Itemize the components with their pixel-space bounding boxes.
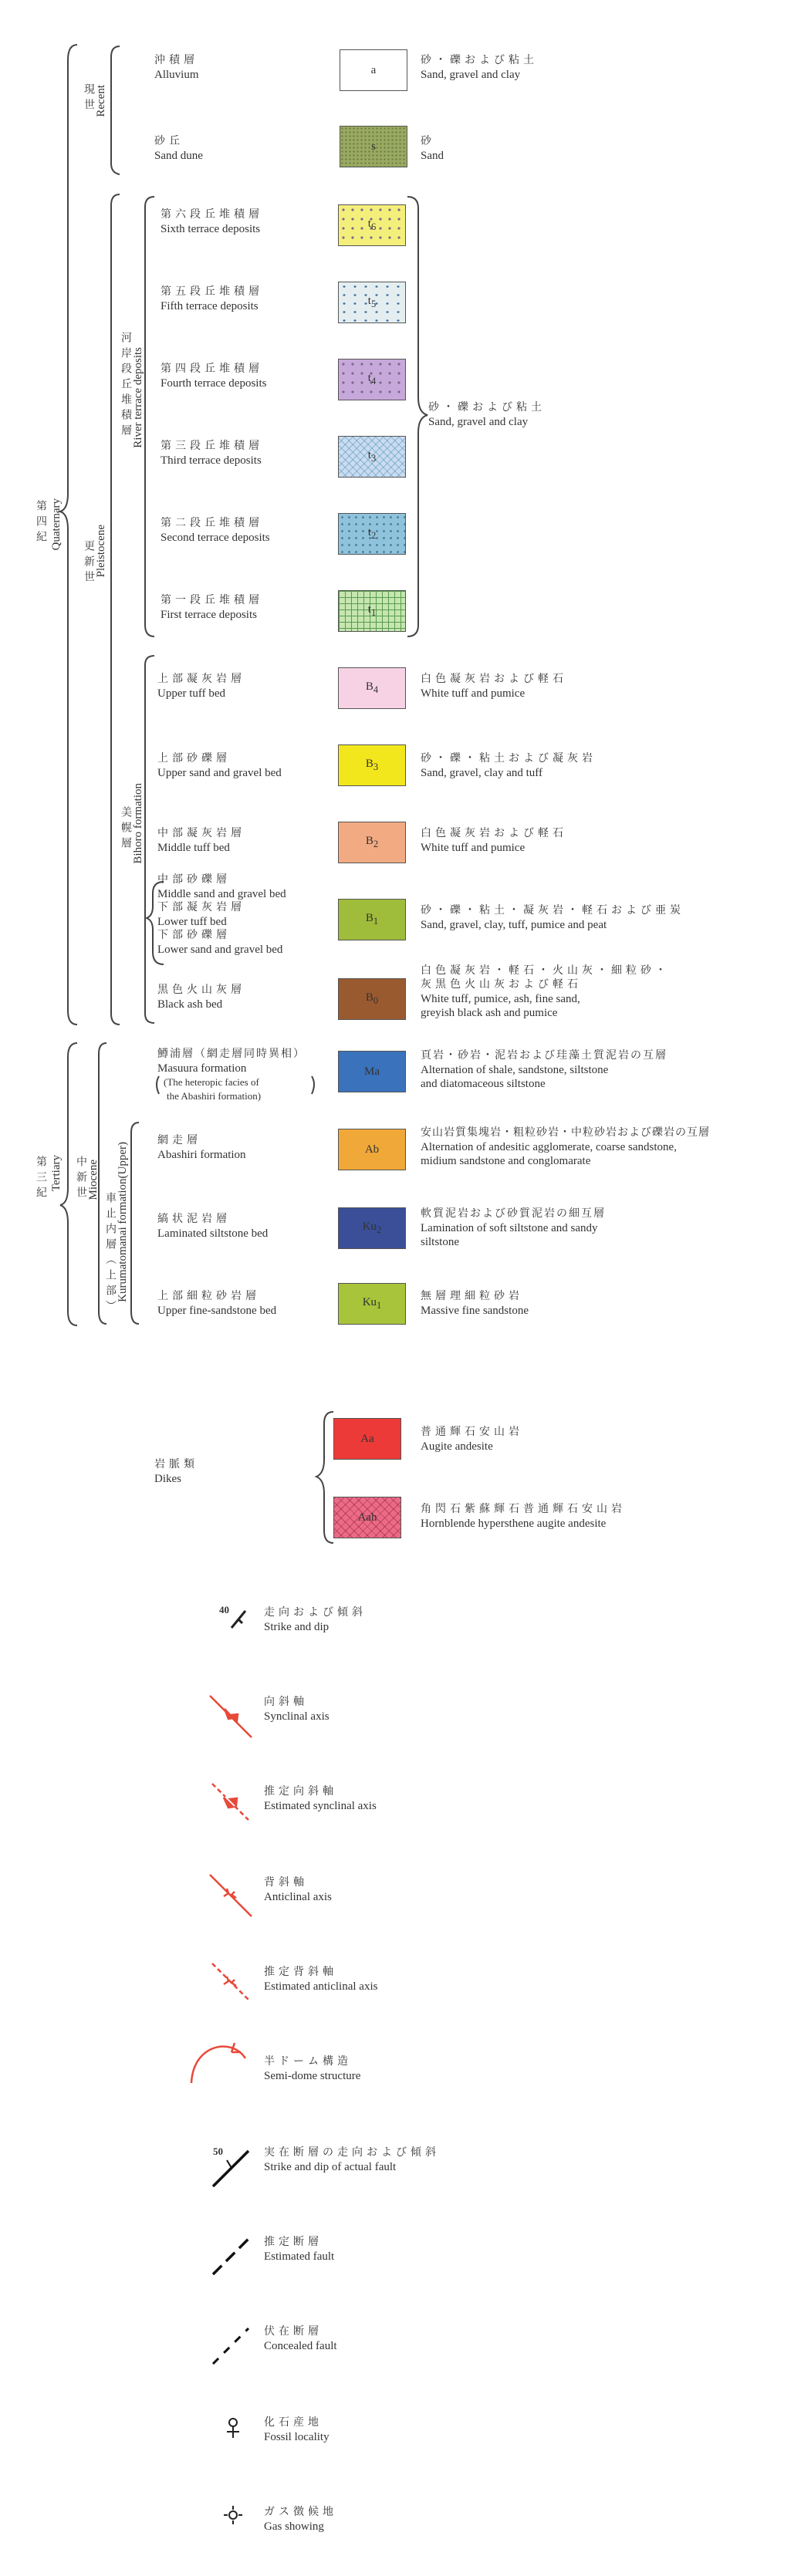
symbol-est-anticline-label: 推定背斜軸 Estimated anticlinal axis [264, 1967, 378, 1993]
unit-alluvium-label: 沖積層 Alluvium [154, 55, 199, 81]
unit-ab-desc: 安山岩質集塊岩・粗粒砂岩・中粒砂岩および礫岩の互層 Alternation of andesitic agglomerate, coarse sandstone, midium sandstone and conglomarate [421, 1127, 710, 1167]
unit-ku2-desc: 軟質泥岩および砂質泥岩の細互層 Lamination of soft siltstone and sandy siltstone [421, 1208, 606, 1248]
unit-ma-label: 鱒浦層（網走層同時異相） Masuura formation (The heteropic facies of the Abashiri formation) [157, 1048, 306, 1102]
bihoro-jp: 美幌層 [120, 806, 131, 852]
unit-ab-label: 網走層 Abashiri formation [157, 1135, 246, 1161]
symbol-gas-label: ガス徴候地 Gas showing [264, 2507, 337, 2533]
unit-t1-swatch: $t_1$ [338, 590, 406, 632]
unit-ku1-desc: 無層理細粒砂岩 Massive fine sandstone [421, 1291, 529, 1317]
unit-ma-swatch: Ma [338, 1051, 406, 1092]
unit-t6-swatch: $t_6$ [338, 204, 406, 246]
unit-b2-swatch: $B_2$ [338, 822, 406, 863]
unit-b1-label: 中部砂礫層 Middle sand and gravel bed 下部凝灰岩層 Lower tuff bed 下部砂礫層 Lower sand and gravel bed [157, 874, 286, 956]
pleistocene-en: Pleistocene [95, 525, 107, 578]
unit-b4-label: 上部凝灰岩層 Upper tuff bed [157, 674, 245, 700]
strike-dip-icon [232, 1611, 245, 1628]
estimated-fault-icon [213, 2239, 248, 2274]
unit-t3-swatch: $t_3$ [338, 436, 406, 478]
pleistocene-jp: 更新世 [83, 540, 94, 586]
unit-b2-label: 中部凝灰岩層 Middle tuff bed [157, 828, 245, 854]
unit-ab-swatch: Ab [338, 1129, 406, 1170]
unit-b1-desc: 砂・礫・粘土・凝灰岩・軽石および亜炭 Sand, gravel, clay, tuff, pumice and peat [421, 905, 684, 931]
river-terrace-en: River terrace deposits [132, 347, 144, 448]
unit-t5-label: 第五段丘堆積層 Fifth terrace deposits [161, 286, 263, 312]
unit-t2-swatch: $t_2$ [338, 513, 406, 555]
miocene-en: Miocene [87, 1160, 100, 1200]
recent-jp: 現世 [83, 83, 94, 114]
unit-sand-dune-desc: 砂 Sand [421, 136, 444, 162]
unit-ku2-swatch: $Ku_2$ [338, 1207, 406, 1249]
tertiary-en: Tertiary [50, 1155, 63, 1192]
strike-dip-number: 40 [219, 1604, 229, 1615]
unit-ku2-label: 縞状泥岩層 Laminated siltstone bed [157, 1214, 269, 1240]
unit-b1-swatch: $B_1$ [338, 899, 406, 940]
symbol-semi-dome-label: 半ドーム構造 Semi-dome structure [264, 2056, 361, 2082]
unit-t2-label: 第二段丘堆積層 Second terrace deposits [161, 518, 270, 544]
unit-t1-label: 第一段丘堆積層 First terrace deposits [161, 595, 263, 621]
kurumatomanai-en: Kurumatomanai formation(Upper) [117, 1142, 129, 1302]
unit-b3-desc: 砂・礫・粘土および凝灰岩 Sand, gravel, clay and tuff [421, 753, 597, 779]
river-terrace-jp: 河岸段丘堆積層 [120, 332, 131, 440]
anticline-icon [210, 1875, 252, 1916]
unit-t4-swatch: $t_4$ [338, 359, 406, 400]
unit-b0-swatch: $B_0$ [338, 978, 406, 1020]
concealed-fault-icon [213, 2328, 248, 2364]
unit-b4-swatch: $B_4$ [338, 667, 406, 709]
dike-aa-desc: 普通輝石安山岩 Augite andesite [421, 1426, 523, 1453]
dike-aa-swatch: Aa [333, 1418, 401, 1460]
unit-t4-label: 第四段丘堆積層 Fourth terrace deposits [161, 363, 267, 390]
terrace-desc: 砂・礫および粘土 Sand, gravel and clay [428, 402, 546, 428]
recent-en: Recent [95, 85, 107, 117]
unit-ku1-label: 上部細粒砂岩層 Upper fine-sandstone bed [157, 1291, 277, 1317]
unit-alluvium-swatch: a [340, 49, 407, 91]
unit-sand-dune-label: 砂丘 Sand dune [154, 136, 203, 162]
dikes-label: 岩脈類 Dikes [154, 1459, 198, 1485]
semi-dome-icon [191, 2043, 245, 2083]
symbol-est-syncline-label: 推定向斜軸 Estimated synclinal axis [264, 1786, 377, 1812]
unit-t6-label: 第六段丘堆積層 Sixth terrace deposits [161, 209, 263, 235]
unit-b0-label: 黒色火山灰層 Black ash bed [157, 984, 245, 1011]
est-syncline-icon [212, 1784, 248, 1820]
unit-sand-dune-swatch: s [340, 126, 407, 167]
est-anticline-icon [212, 1963, 248, 2000]
tertiary-jp: 第三紀 [35, 1156, 46, 1202]
symbol-strike-dip-label: 走向および傾斜 Strike and dip [264, 1607, 367, 1633]
kurumatomanai-jp: 車止内層（上部） [104, 1192, 116, 1315]
unit-b2-desc: 白色凝灰岩および軽石 White tuff and pumice [421, 828, 567, 854]
symbol-concealed-fault-label: 伏在断層 Concealed fault [264, 2326, 337, 2352]
fossil-icon [227, 2419, 239, 2438]
syncline-icon [210, 1696, 252, 1737]
unit-b4-desc: 白色凝灰岩および軽石 White tuff and pumice [421, 674, 567, 700]
symbol-syncline-label: 向斜軸 Synclinal axis [264, 1697, 330, 1723]
bihoro-en: Bihoro formation [132, 783, 144, 864]
unit-ku1-swatch: $Ku_1$ [338, 1283, 406, 1325]
unit-b3-swatch: $B_3$ [338, 744, 406, 786]
symbol-anticline-label: 背斜軸 Anticlinal axis [264, 1877, 332, 1903]
unit-alluvium-desc: 砂・礫および粘土 Sand, gravel and clay [421, 55, 538, 81]
unit-b3-label: 上部砂礫層 Upper sand and gravel bed [157, 753, 282, 779]
miocene-jp: 中新世 [75, 1156, 86, 1202]
symbol-actual-fault-label: 実在断層の走向および傾斜 Strike and dip of actual fault [264, 2147, 440, 2173]
symbol-fossil-label: 化石産地 Fossil locality [264, 2417, 330, 2443]
gas-icon [224, 2506, 242, 2524]
unit-b0-desc: 白色凝灰岩・軽石・火山灰・細粒砂・ 灰黒色火山灰および軽石 White tuff, pumice, ash, fine sand, greyish black ash and pumice [421, 965, 670, 1019]
dike-aah-desc: 角閃石紫蘇輝石普通輝石安山岩 Hornblende hypersthene augite andesite [421, 1504, 626, 1530]
quaternary-en: Quaternary [50, 498, 63, 551]
unit-ma-desc: 頁岩・砂岩・泥岩および珪藻土質泥岩の互層 Alternation of shale, sandstone, siltstone and diatomaceous siltstone [421, 1050, 668, 1090]
dike-aah-swatch: Aah [333, 1497, 401, 1538]
actual-fault-number: 50 [213, 2146, 223, 2157]
unit-t3-label: 第三段丘堆積層 Third terrace deposits [161, 441, 263, 467]
symbol-estimated-fault-label: 推定断層 Estimated fault [264, 2237, 335, 2263]
quaternary-jp: 第四紀 [35, 500, 46, 546]
unit-t5-swatch: $t_5$ [338, 282, 406, 323]
